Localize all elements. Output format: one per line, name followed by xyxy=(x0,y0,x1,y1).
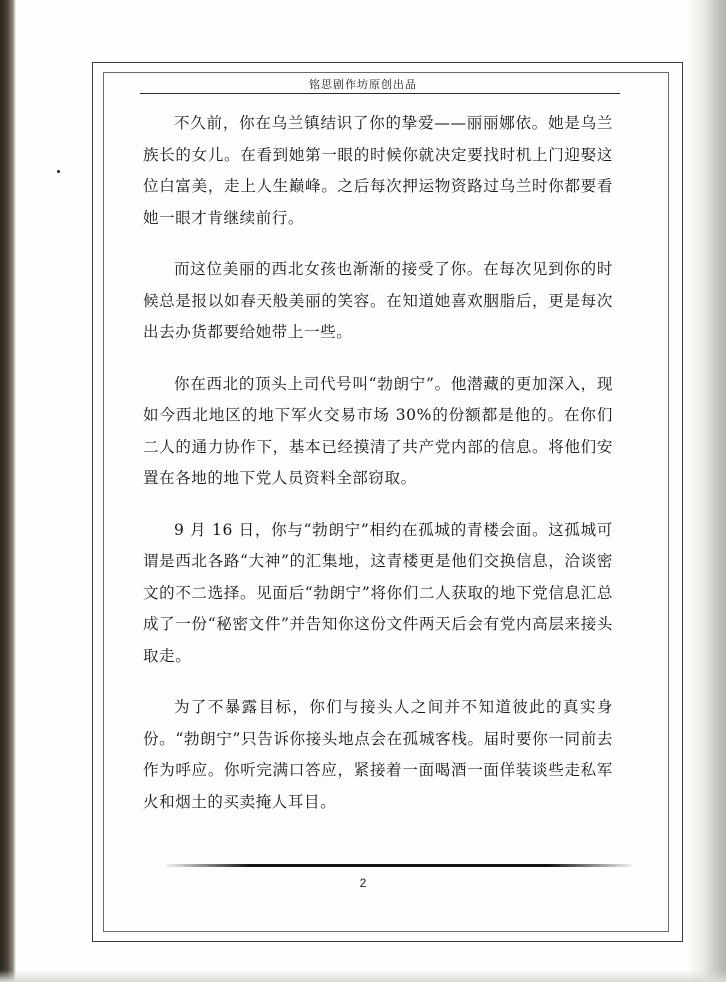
footer-rule xyxy=(166,864,632,867)
paragraph-4: 9 月 16 日，你与“勃朗宁”相约在孤城的青楼会面。这孤城可谓是西北各路“大神”的汇集地，这青楼更是他们交换信息，洽谈密文的不二选择。见面后“勃朗宁”将你们二人获取的地下党信息汇总成了一份“秘密文件”并告知你这份文件两天后会有党内高层来接头取走。 xyxy=(143,520,613,665)
scan-edge-shadow-left xyxy=(0,0,16,982)
scan-edge-shadow-bottom xyxy=(0,970,726,982)
paragraph-5: 为了不暴露目标，你们与接头人之间并不知道彼此的真实身份。“勃朗宁”只告诉你接头地点会在孤城客栈。届时要你一同前去作为呼应。你听完满口答应，紧接着一面喝酒一面佯装谈些走私军火和烟土的买卖掩人耳目。 xyxy=(143,698,613,811)
header-rule xyxy=(140,93,620,94)
body-text xyxy=(143,108,613,838)
stray-mark xyxy=(57,170,60,173)
scan-edge-shadow-right xyxy=(688,0,726,982)
running-header: 铭思剧作坊原创出品 xyxy=(309,78,417,91)
paragraph-2: 而这位美丽的西北女孩也渐渐的接受了你。在每次见到你的时候总是报以如春天般美丽的笑容。在知道她喜欢胭脂后，更是每次出去办货都要给她带上一些。 xyxy=(143,260,613,341)
paragraph-1: 不久前，你在乌兰镇结识了你的挚爱——丽丽娜依。她是乌兰族长的女儿。在看到她第一眼的时候你就决定要找时机上门迎娶这位白富美，走上人生巅峰。之后每次押运物资路过乌兰时你都要看她一眼才肯继续前行。 xyxy=(143,114,613,227)
page-number: 2 xyxy=(359,876,367,890)
paragraph-3: 你在西北的顶头上司代号叫“勃朗宁”。他潜藏的更加深入，现如今西北地区的地下军火交易市场 30%的份额都是他的。在你们二人的通力协作下，基本已经摸清了共产党内部的信息。将他们安置在各地的地下党人员资料全部窃取。 xyxy=(143,374,613,487)
